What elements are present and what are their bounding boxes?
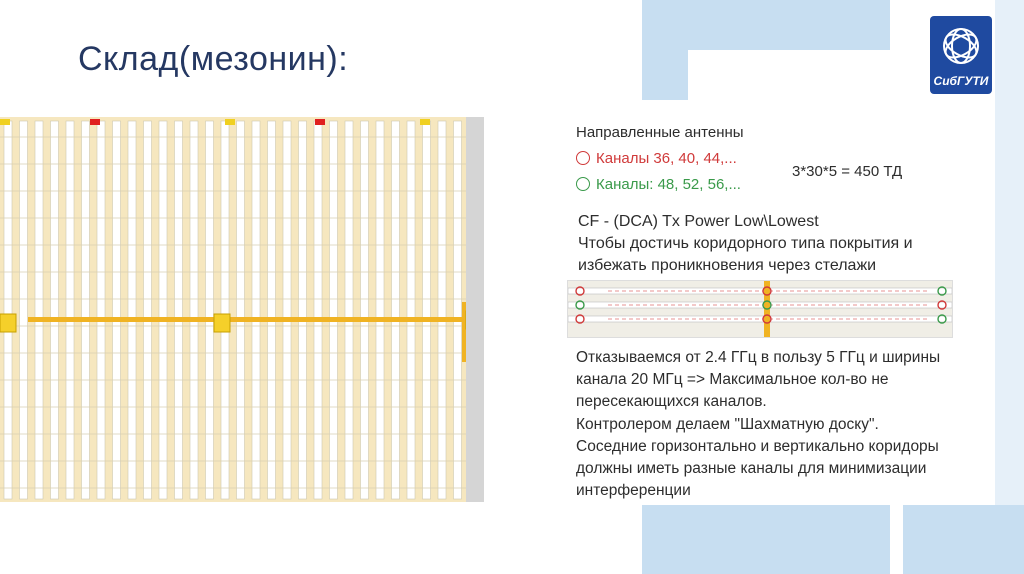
checkerboard-note-line-4: интерференции: [576, 482, 691, 499]
green-channels-label: Каналы: 48, 52, 56,...: [596, 176, 741, 193]
warehouse-plan-drawing: [0, 117, 484, 502]
rings-logo-icon: [930, 16, 992, 76]
rack: [268, 121, 276, 499]
rack: [206, 121, 214, 499]
conveyor-line: [28, 317, 468, 322]
conveyor-junction: [214, 314, 230, 332]
rack: [299, 121, 307, 499]
corridor-diagram-drawing: [568, 281, 952, 337]
band-note-line-3: пересекающихся каналов.: [576, 393, 767, 410]
rack: [423, 121, 431, 499]
red-circle-icon: [576, 151, 590, 165]
rack: [438, 121, 446, 499]
access-point-marker: [225, 119, 235, 125]
rack: [144, 121, 152, 499]
rack: [392, 121, 400, 499]
rack: [20, 121, 28, 499]
green-circle-icon: [576, 177, 590, 191]
power-line-1: CF - (DCA) Tx Power Low\Lowest: [578, 213, 819, 230]
rack: [376, 121, 384, 499]
sibguti-logo: [930, 16, 992, 94]
rack: [330, 121, 338, 499]
access-point-marker: [90, 119, 100, 125]
rack: [35, 121, 43, 499]
decor-stripe-right: [995, 0, 1024, 574]
rack: [361, 121, 369, 499]
rack: [97, 121, 105, 499]
warehouse-plan: [0, 117, 484, 502]
power-line-3: избежать проникновения через стелажи: [578, 257, 877, 274]
rack: [221, 121, 229, 499]
rack: [128, 121, 136, 499]
rack: [237, 121, 245, 499]
rack: [190, 121, 198, 499]
slide-title: Склад(мезонин):: [78, 40, 349, 78]
decor-block-bottom: [642, 505, 890, 574]
checkerboard-note-line-2: Соседние горизонтально и вертикально коридоры: [576, 438, 939, 455]
band-note: [576, 347, 940, 413]
rack: [175, 121, 183, 499]
red-channels: [576, 150, 737, 167]
corridor-diagram: [567, 280, 953, 338]
rack: [345, 121, 353, 499]
power-line-2: Чтобы достичь коридорного типа покрытия и: [578, 235, 913, 252]
antennas-header: Направленные антенны: [576, 124, 744, 141]
rack: [252, 121, 260, 499]
red-channels-label: Каналы 36, 40, 44,...: [596, 150, 737, 167]
rack: [407, 121, 415, 499]
rack: [283, 121, 291, 499]
band-note-line-2: канала 20 МГц => Максимальное кол-во не: [576, 371, 889, 388]
checkerboard-note-line-3: должны иметь разные каналы для минимизации: [576, 460, 927, 477]
access-point-marker: [420, 119, 430, 125]
logo-text: СибГУТИ: [933, 74, 989, 88]
access-point-marker: [0, 119, 10, 125]
decor-block-bottom-right: [903, 505, 1024, 574]
access-point-marker: [315, 119, 325, 125]
rack: [113, 121, 121, 499]
checkerboard-note-line-1: Контролером делаем "Шахматную доску".: [576, 416, 879, 433]
conveyor-junction: [0, 314, 16, 332]
green-channels: [576, 176, 741, 193]
rack: [4, 121, 12, 499]
rack: [51, 121, 59, 499]
rack: [66, 121, 74, 499]
decor-block-top-inner: [688, 50, 890, 100]
rack: [314, 121, 322, 499]
rack: [82, 121, 90, 499]
ap-count-formula: 3*30*5 = 450 ТД: [792, 163, 903, 180]
rack: [159, 121, 167, 499]
power-block: [578, 211, 913, 277]
checkerboard-note: [576, 414, 939, 502]
rack: [454, 121, 462, 499]
band-note-line-1: Отказываемся от 2.4 ГГц в пользу 5 ГГц и ширины: [576, 349, 941, 366]
plan-wall: [466, 117, 484, 502]
